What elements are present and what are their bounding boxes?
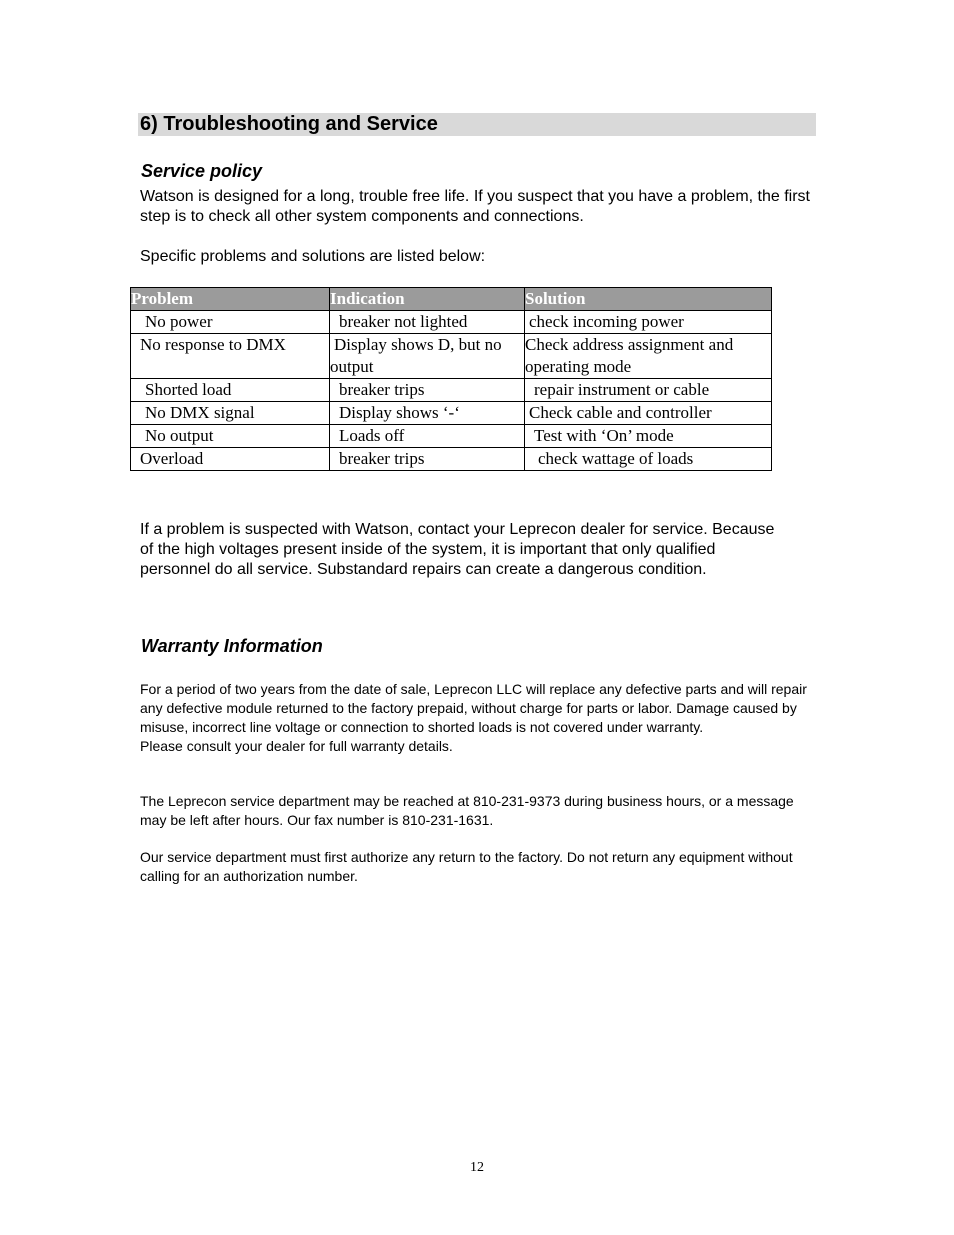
solution-cell: Check cable and controller — [525, 402, 772, 425]
solution-cell: repair instrument or cable — [525, 379, 772, 402]
return-policy: Our service department must first authorize any return to the factory. Do not return any equipment without calling for an authorization number. — [140, 849, 793, 884]
table-row — [131, 448, 772, 471]
service-policy-heading: Service policy — [141, 161, 263, 181]
problem-cell: No output — [131, 425, 330, 448]
service-policy-lead: Specific problems and solutions are listed below: — [140, 248, 486, 265]
service-contact: The Leprecon service department may be reached at 810-231-9373 during business hours, or a message may be left after hours. Our fax number is 810-231-1631. — [140, 793, 794, 828]
table-row — [131, 402, 772, 425]
table-row — [131, 334, 772, 379]
table-header-row — [131, 288, 772, 311]
warranty-heading: Warranty Information — [141, 636, 323, 656]
problem-cell: No DMX signal — [131, 402, 330, 425]
table-row — [131, 379, 772, 402]
table-row — [131, 425, 772, 448]
solution-cell: Test with ‘On’ mode — [525, 425, 772, 448]
problem-cell: No response to DMX — [131, 334, 330, 379]
indication-cell: breaker trips — [330, 379, 525, 402]
indication-cell: Loads off — [330, 425, 525, 448]
section-heading: 6) Troubleshooting and Service — [138, 113, 816, 136]
problem-cell: Overload — [131, 448, 330, 471]
page-number: 12 — [470, 1160, 484, 1175]
problem-cell: Shorted load — [131, 379, 330, 402]
solution-cell: Check address assignment and operating mode — [525, 334, 772, 379]
warranty-paragraph: Please consult your dealer for full warranty details. — [140, 738, 453, 754]
indication-cell-text: Display shows D, but no output — [330, 335, 502, 376]
column-header-indication: Indication — [330, 288, 525, 311]
column-header-solution: Solution — [525, 288, 772, 311]
indication-cell: Display shows ‘-‘ — [330, 402, 525, 425]
problem-cell: No power — [131, 311, 330, 334]
service-note: If a problem is suspected with Watson, contact your Leprecon dealer for service. Because of the high voltages present inside of the system, it is important that only qualified personnel do all service. Substandard repairs can create a dangerous condition. — [140, 521, 775, 578]
troubleshooting-table — [130, 287, 772, 471]
solution-cell: check incoming power — [525, 311, 772, 334]
solution-cell: check wattage of loads — [525, 448, 772, 471]
warranty-body — [140, 680, 820, 756]
service-policy-intro: Watson is designed for a long, trouble free life. If you suspect that you have a problem, the first step is to check all other system components and connections. — [140, 188, 810, 225]
table-row — [131, 311, 772, 334]
indication-cell: breaker trips — [330, 448, 525, 471]
warranty-paragraph: For a period of two years from the date of sale, Leprecon LLC will replace any defective parts and will repair any defective module returned to the factory prepaid, without charge for parts or labor. Damage caused by misuse, incorrect line voltage or connection to shorted loads is not covered under warranty. — [140, 681, 807, 735]
indication-cell: breaker not lighted — [330, 311, 525, 334]
column-header-problem: Problem — [131, 288, 330, 311]
indication-cell — [330, 334, 525, 379]
